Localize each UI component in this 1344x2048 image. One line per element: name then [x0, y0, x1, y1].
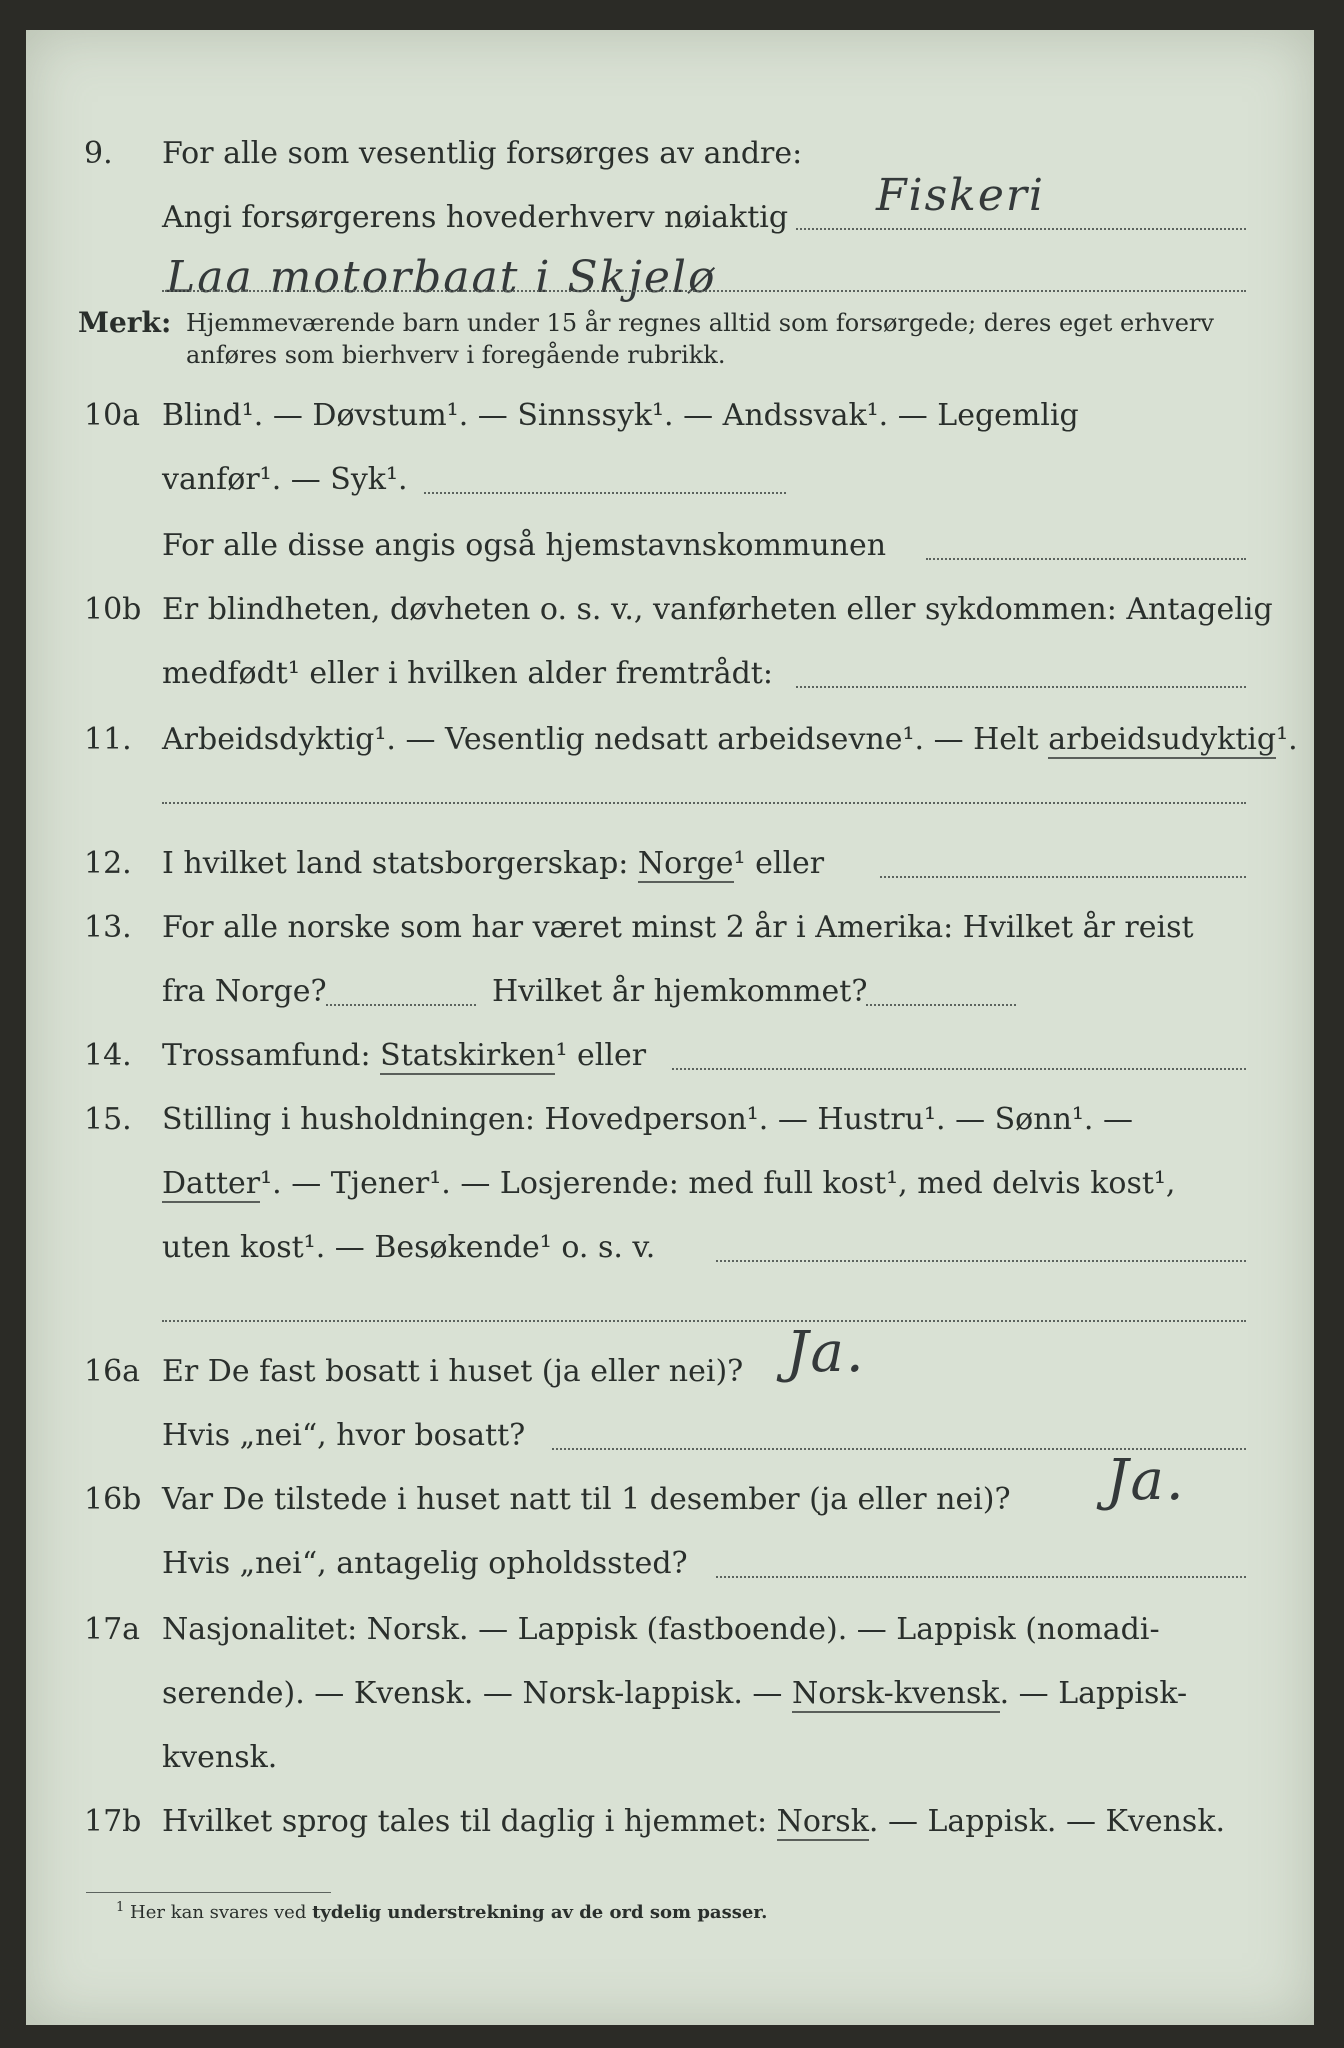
q11-line	[26, 720, 1314, 760]
q13-answer-line-1	[326, 1004, 476, 1006]
merk-line2	[26, 340, 1314, 370]
q10b-question-2: medfødt¹ eller i hvilken alder fremtrådt:	[162, 656, 773, 691]
q17a-text-2a: serende). — Kvensk. — Norsk-lappisk. —	[162, 1676, 792, 1711]
q14-question	[162, 1036, 646, 1076]
q10a-line2	[26, 460, 1314, 500]
q9-answer-line	[796, 228, 1246, 230]
q10a-line3	[26, 526, 1314, 566]
q12-answer-line	[880, 876, 1246, 878]
q14-suffix: ¹ eller	[555, 1038, 647, 1073]
q16a-line1	[26, 1352, 1314, 1392]
q16b-handwritten-answer: Ja.	[1106, 1448, 1186, 1513]
q13-number: 13.	[84, 910, 132, 945]
q17a-underlined-answer: Norsk-kvensk	[791, 1676, 1000, 1711]
q17b-suffix: . — Lappisk. — Kvensk.	[868, 1804, 1226, 1839]
footnote-text: Her kan svares ved	[130, 1902, 313, 1923]
footnote-mark: 1	[116, 1900, 125, 1915]
q13-question-2a: fra Norge?	[162, 974, 327, 1009]
q17b-underlined-answer: Norsk	[776, 1804, 869, 1839]
q17b-question	[162, 1802, 1225, 1842]
q14-answer-line	[672, 1068, 1246, 1070]
q16b-question: Var De tilstede i huset natt til 1 desember (ja eller nei)?	[162, 1482, 1011, 1517]
q9-answer-line-2	[162, 290, 1246, 292]
q10a-number: 10a	[84, 398, 141, 433]
footnote-bold-text: tydelig understrekning av de ord som passer.	[312, 1902, 768, 1923]
q15-answer-line-2	[162, 1320, 1246, 1322]
q17a-number: 17a	[84, 1612, 141, 1647]
q12-question	[162, 844, 824, 884]
footnote-rule	[86, 1892, 331, 1893]
q17b-number: 17b	[84, 1804, 142, 1839]
q10b-number: 10b	[84, 592, 142, 627]
q15-question-2	[162, 1164, 1175, 1204]
q16a-handwritten-answer: Ja.	[786, 1320, 866, 1385]
q15-question-3: uten kost¹. — Besøkende¹ o. s. v.	[162, 1230, 656, 1265]
q9-line2	[26, 198, 1314, 238]
q9-handwritten-answer: Fiskeri	[876, 170, 1045, 221]
q17b-text: Hvilket sprog tales til daglig i hjemmet:	[162, 1804, 777, 1839]
q9-question: For alle som vesentlig forsørges av andre:	[162, 136, 803, 171]
q14-number: 14.	[84, 1038, 132, 1073]
q15-question: Stilling i husholdningen: Hovedperson¹. — Hustru¹. — Sønn¹. —	[162, 1102, 1133, 1137]
q17a-line1	[26, 1610, 1314, 1650]
q9-question-line2: Angi forsørgerens hovederhverv nøiaktig	[162, 200, 789, 235]
q13-question-2b: Hvilket år hjemkommet?	[492, 974, 868, 1009]
merk-text-2: anføres som bierhverv i foregående rubrikk.	[186, 341, 726, 369]
q13-answer-line-2	[866, 1004, 1016, 1006]
q17a-question-2	[162, 1674, 1187, 1714]
q15-line2	[26, 1164, 1314, 1204]
footnote	[116, 1900, 767, 1923]
q10a-answer-line	[424, 492, 786, 494]
q11-number: 11.	[84, 722, 132, 757]
q16b-question-2: Hvis „nei“, antagelig opholdssted?	[162, 1546, 688, 1581]
q9-handwritten-answer-2: Laa motorbaat i Skjelø	[166, 252, 717, 303]
q15-line3	[26, 1228, 1314, 1268]
q11-answer-line	[162, 802, 1246, 804]
q13-line1	[26, 908, 1314, 948]
q9-number: 9.	[84, 136, 113, 171]
q14-text: Trossamfund:	[162, 1038, 381, 1073]
census-form-page	[26, 30, 1314, 2025]
q10a-question: Blind¹. — Døvstum¹. — Sinnssyk¹. — Andssvak¹. — Legemlig	[162, 398, 1079, 433]
q16b-answer-line	[716, 1576, 1246, 1578]
q10a-question-3: For alle disse angis også hjemstavnskommunen	[162, 528, 887, 563]
q16a-question: Er De fast bosatt i huset (ja eller nei)?	[162, 1354, 744, 1389]
merk-line1	[26, 308, 1314, 338]
q15-line1	[26, 1100, 1314, 1140]
q15-underlined-answer: Datter	[162, 1166, 261, 1201]
q12-text: I hvilket land statsborgerskap:	[162, 846, 638, 881]
q14-line	[26, 1036, 1314, 1076]
q15-answer-line	[716, 1260, 1246, 1262]
q15-text-2: ¹. — Tjener¹. — Losjerende: med full kost¹, med delvis kost¹,	[260, 1166, 1176, 1201]
q16a-question-2: Hvis „nei“, hvor bosatt?	[162, 1418, 526, 1453]
q12-number: 12.	[84, 846, 132, 881]
q15-number: 15.	[84, 1102, 132, 1137]
q13-question: For alle norske som har været minst 2 år i Amerika: Hvilket år reist	[162, 910, 1194, 945]
q10b-line2	[26, 654, 1314, 694]
q17b-line	[26, 1802, 1314, 1842]
q11-underlined-answer: arbeidsudyktig	[1048, 722, 1277, 757]
merk-text: Hjemmeværende barn under 15 år regnes alltid som forsørgede; deres eget erhverv	[186, 309, 1214, 337]
q13-line2	[26, 972, 1314, 1012]
q11-suffix: ¹.	[1276, 722, 1298, 757]
q10a-line1	[26, 396, 1314, 436]
q16b-line2	[26, 1544, 1314, 1584]
q10a-question-2: vanfør¹. — Syk¹.	[162, 462, 408, 497]
q16a-number: 16a	[84, 1354, 141, 1389]
q17a-line3	[26, 1738, 1314, 1778]
q12-suffix: ¹ eller	[733, 846, 825, 881]
q12-line	[26, 844, 1314, 884]
q17a-text-2b: . — Lappisk-	[999, 1676, 1188, 1711]
q11-question	[162, 720, 1298, 760]
merk-label: Merk:	[78, 306, 172, 339]
q12-underlined-answer: Norge	[637, 846, 734, 881]
q17a-line2	[26, 1674, 1314, 1714]
q16b-number: 16b	[84, 1482, 142, 1517]
q14-underlined-answer: Statskirken	[380, 1038, 556, 1073]
q10b-question: Er blindheten, døvheten o. s. v., vanførheten eller sykdommen: Antagelig	[162, 592, 1273, 627]
q9-line1	[26, 134, 1314, 174]
q17a-question-3: kvensk.	[162, 1740, 278, 1775]
q10a-answer-line-2	[926, 558, 1246, 560]
q17a-question: Nasjonalitet: Norsk. — Lappisk (fastboende). — Lappisk (nomadi-	[162, 1612, 1160, 1647]
q10b-answer-line	[796, 686, 1246, 688]
q10b-line1	[26, 590, 1314, 630]
q11-text: Arbeidsdyktig¹. — Vesentlig nedsatt arbeidsevne¹. — Helt	[162, 722, 1049, 757]
